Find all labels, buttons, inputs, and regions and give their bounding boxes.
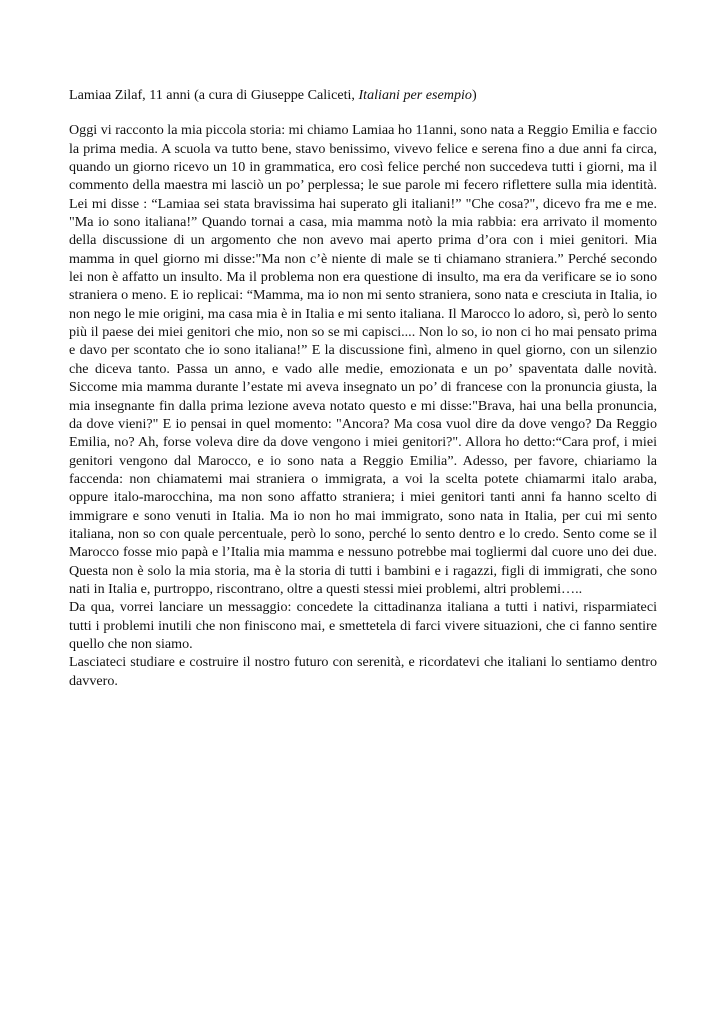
paragraph-message: Da qua, vorrei lanciare un messaggio: concedete la cittadinanza italiana a tutti i nativi, risparmiateci tutti i problemi inutili che non finiscono mai, e smettetela di farci vivere situazioni, che ci fanno sentire quello che non siamo.: [69, 599, 657, 652]
heading-closing: ): [471, 87, 477, 103]
paragraph-story: Oggi vi racconto la mia piccola storia: mi chiamo Lamiaa ho 11anni, sono nata a Reggio Emilia e faccio la prima media. A scuola va tutto bene, stavo benissimo, vivevo felice e serena fino a due anni fa circa, quando un giorno ricevo un 10 in grammatica, ero così felice perché non succedeva tutti i giorni, ma il commento della maestra mi lasciò un po’ perplessa; le sue parole mi fecero riflettere sulla mia identità. Lei mi disse : “Lamiaa sei stata bravissima hai superato gli italiani!” "Che cosa?", dicevo fra me e me. "Ma io sono italiana!” Quando tornai a casa, mia mamma notò la mia rabbia: era arrivato il momento della discussione di un argomento che non avevo mai aperto prima d’ora con i miei genitori. Mia mamma in quel giorno mi disse:"Ma non c’è niente di male se ti chiamano straniera.” Perché secondo lei non è affatto un insulto. Ma il problema non era questione di insulto, ma era da verificare se io sono straniera o meno. E io replicai: “Mamma, ma io non mi sento straniera, sono nata e cresciuta in Italia, io non nego le mie origini, ma casa mia è in Italia e mi sento italiana. Il Marocco lo adoro, sì, però lo sento più il paese dei miei genitori che mio, non so se mi capisci.... Non lo so, io non ci ho mai pensato prima e davo per scontato che io sono italiana!” E la discussione finì, almeno in quel giorno, con un silenzio che diceva tanto. Passa un anno, e vado alle medie, emozionata e un po’ spaventata dalle novità. Siccome mia mamma durante l’estate mi aveva insegnato un po’ di francese con la pronuncia giusta, la mia insegnante fin dalla prima lezione aveva notato questo e mi disse:"Brava, hai una bella pronuncia, da dove vieni?" E io pensai in quel momento: "Ancora? Ma cosa vuol dire da dove vengo? Da Reggio Emilia, no? Ah, forse voleva dire da dove vengono i miei genitori?". Allora ho detto:“Cara prof, i miei genitori vengono dal Marocco, e io sono nata a Reggio Emilia”. Adesso, per favore, chiariamo la faccenda: non chiamatemi mai straniera o immigrata, a voi la scelta potete chiamarmi italo araba, oppure italo-marocchina, ma non sono affatto straniera; i miei genitori tanti anni fa hanno scelto di immigrare e sono venuti in Italia. Ma io non ho mai immigrato, sono nata in Italia, per cui mi sento italiana, non so con quale percentuale, però lo sono, perché lo sento dentro e lo credo. Sento come se il Marocco fosse mio papà e l’Italia mia mamma e nessuno potrebbe mai togliermi dal cuore uno dei due. Questa non è solo la mia storia, ma è la storia di tutti i bambini e i ragazzi, figli di immigrati, che sono nati in Italia e, purtroppo, riscontrano, oltre a questi stessi miei problemi, altri problemi…..: [69, 122, 657, 597]
heading-author: Lamiaa Zilaf, 11 anni (a cura di Giuseppe Caliceti,: [69, 87, 359, 103]
document-body: [69, 86, 657, 690]
document-heading: [69, 86, 657, 104]
paragraph-closing: Lasciateci studiare e costruire il nostro futuro con serenità, e ricordatevi che italiani lo sentiamo dentro davvero.: [69, 654, 657, 689]
heading-book-title: Italiani per esempio: [358, 87, 472, 103]
